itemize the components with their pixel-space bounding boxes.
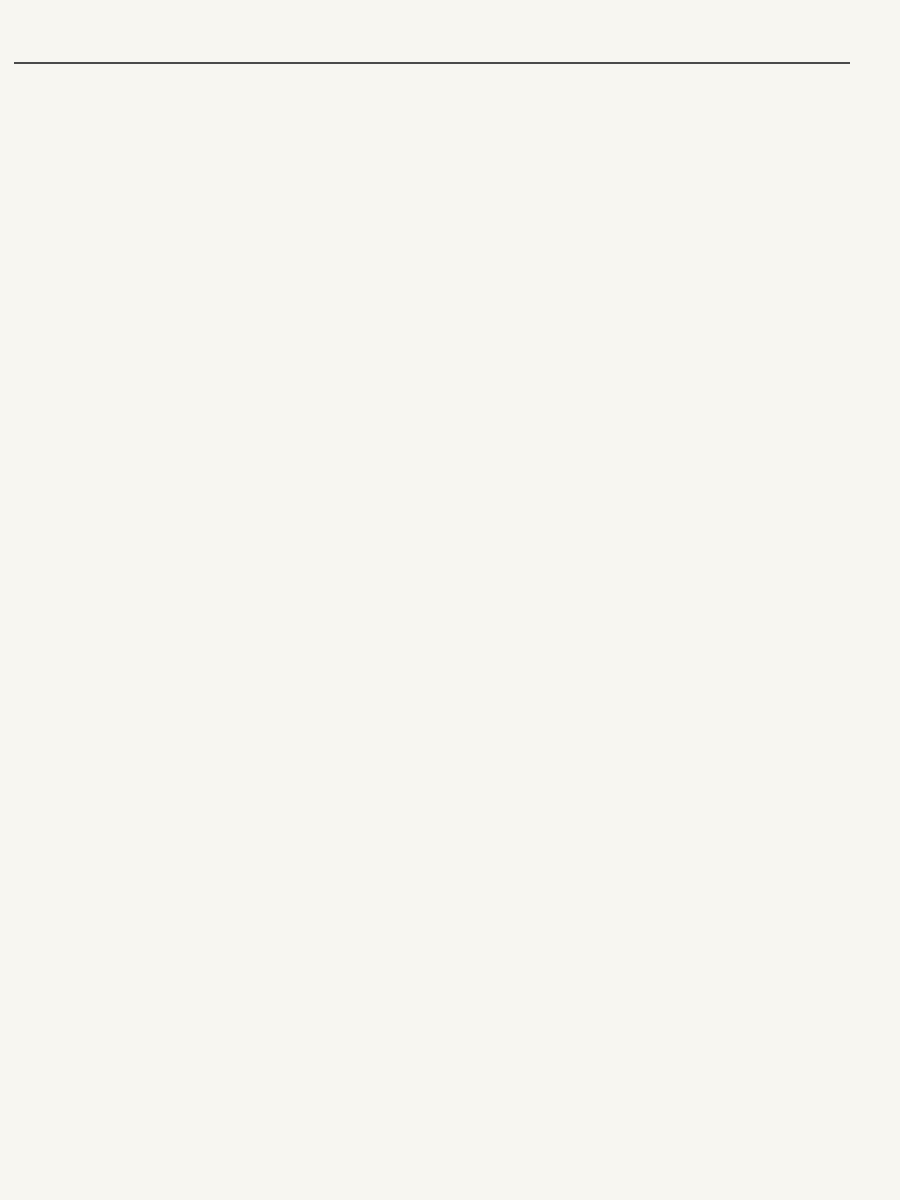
header-rule bbox=[14, 62, 850, 64]
toc-content bbox=[22, 76, 852, 88]
